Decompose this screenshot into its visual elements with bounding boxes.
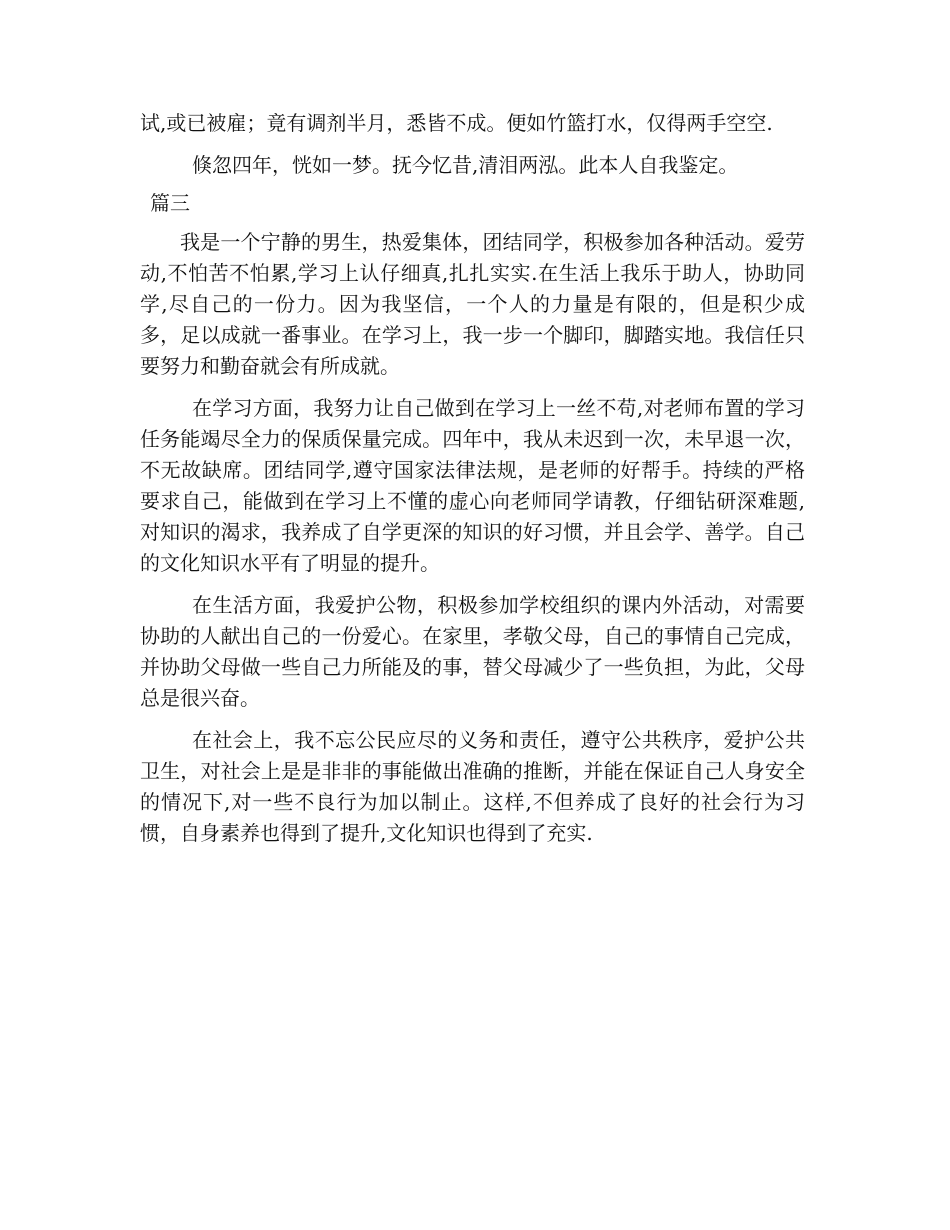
paragraph-closing: 倏忽四年，恍如一梦。抚今忆昔,清泪两泓。此本人自我鉴定。 [192, 153, 739, 177]
paragraph-life: 在生活方面，我爱护公物，积极参加学校组织的课内外活动，对需要协助的人献出自己的一份爱心。在家里，孝敬父母，自己的事情自己完成，并协助父母做一些自己力所能及的事，替父母减少了一些负担，为此，父母总是很兴奋。 [140, 593, 805, 710]
paragraph-study: 在学习方面，我努力让自己做到在学习上一丝不苟,对老师布置的学习任务能竭尽全力的保质保量完成。四年中，我从未迟到一次，未早退一次，不无故缺席。团结同学,遵守国家法律法规，是老师的好帮手。持续的严格要求自己，能做到在学习上不懂的虚心向老师同学请教，仔细钻研深难题,对知识的渴求，我养成了自学更深的知识的好习惯，并且会学、善学。自己的文化知识水平有了明显的提升。 [140, 396, 805, 575]
document-body [140, 108, 805, 860]
section-title: 篇三 [150, 191, 190, 215]
paragraph-continuation: 试,或已被雇；竟有调剂半月，悉皆不成。便如竹篮打水，仅得两手空空. [140, 111, 773, 135]
paragraph-society: 在社会上，我不忘公民应尽的义务和责任，遵守公共秩序，爱护公共卫生，对社会上是是非非的事能做出准确的推断，并能在保证自己人身安全的情况下,对一些不良行为加以制止。这样,不但养成了良好的社会行为习惯，自身素养也得到了提升,文化知识也得到了充实. [140, 728, 805, 845]
paragraph-introduction: 我是一个宁静的男生，热爱集体，团结同学，积极参加各种活动。爱劳动,不怕苦不怕累,学习上认仔细真,扎扎实实.在生活上我乐于助人，协助同学,尽自己的一份力。因为我坚信，一个人的力量是有限的，但是积少成多，足以成就一番事业。在学习上，我一步一个脚印，脚踏实地。我信任只要努力和勤奋就会有所成就。 [140, 230, 805, 378]
